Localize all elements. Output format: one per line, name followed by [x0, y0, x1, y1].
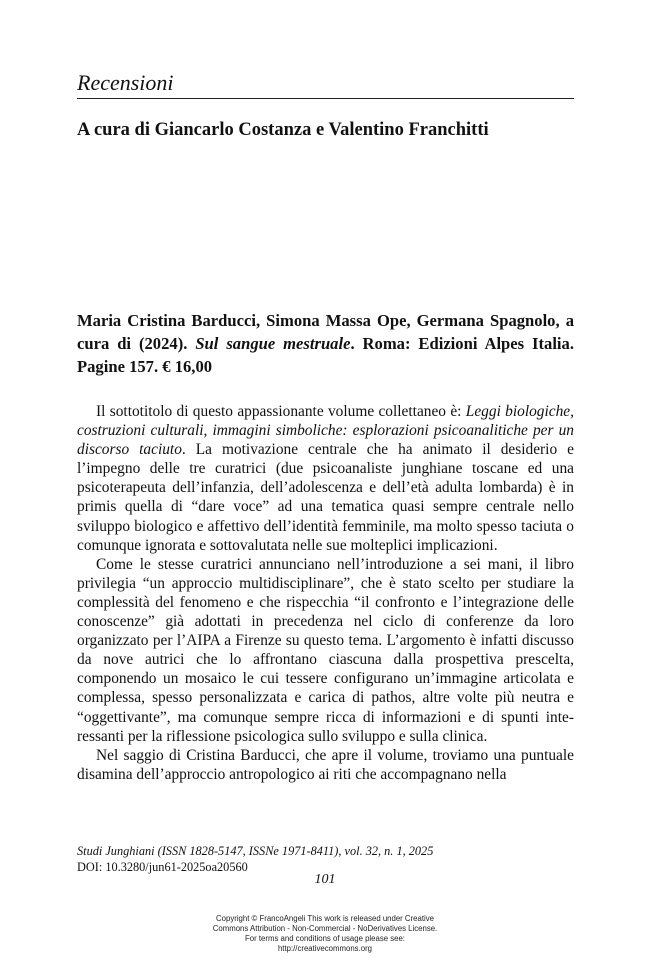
license-notice	[0, 914, 650, 954]
review-body	[77, 402, 574, 784]
license-line: For terms and conditions of usage please see:	[245, 934, 405, 943]
review-heading	[77, 309, 574, 378]
review-publisher: . Roma: Edizioni Alpes Italia. Pagine 157. € 16,00	[77, 334, 574, 376]
paragraph	[77, 402, 574, 555]
paragraph-intro: Il sottotitolo di questo appassionante volume collettaneo è:	[96, 403, 466, 420]
editors-heading: A cura di Giancarlo Costanza e Valentino Franchitti	[77, 120, 489, 140]
license-line: Copyright © FrancoAngeli This work is released under Creative	[216, 914, 434, 923]
journal-info	[77, 843, 574, 875]
section-divider	[77, 98, 574, 99]
page-number: 101	[314, 872, 336, 887]
book-subtitle: Leggi biologiche, costruzioni culturali, immagini simboliche: esplorazioni psicoanalitiche per un discorso taciuto	[77, 403, 574, 459]
paragraph: Nel saggio di Cristina Barducci, che apre il volume, troviamo una puntuale disamina dell’approccio antropologico ai riti che accompagnano nella	[77, 746, 574, 783]
paragraph: Come le stesse curatrici annunciano nell’introduzione a sei mani, il libro privilegia “un approccio multidisciplinare”, che è stato scelto per studiare la complessità del fenomeno e che rispecchia “il confronto e l’integrazione delle conoscenze” già adottati in precedenza nel ciclo di conferenze da loro organizzato per l’AIPA a Firenze su questo tema. L’argomento è infatti discusso da nove autrici che lo affrontano ciascuna dalla prospettiva prescelta, componendo un mosaico le cui tessere configurano un’immagine articolata e complessa, spesso personalizzata e carica di pathos, altre volte più neutra e “oggettivante”, ma comunque sempre ricca di informazioni e di spunti interessanti per la riflessione psicologica sullo sviluppo e sulla clinica.	[77, 555, 574, 745]
license-link[interactable]: http://creativecommons.org	[277, 944, 373, 953]
review-authors: Maria Cristina Barducci, Simona Massa Ope, Germana Spagnolo, a cura di (2024).	[77, 311, 574, 353]
review-book-title: Sul sangue mestruale	[195, 334, 351, 353]
license-line: Commons Attribution - Non-Commercial - NoDerivatives License.	[212, 924, 438, 933]
section-title: Recensioni	[77, 70, 174, 95]
paragraph-rest: . La motivazione centrale che ha animato il desiderio e l’impegno delle tre curatrici (due psicoanaliste junghiane toscane ed una psicoterapeuta dell’infanzia, dell’adolescenza e dell’età adulta lombarda) è in primis quella di “dare voce” ad una tematica quasi sempre centrale nello sviluppo biologico e affettivo dell’identità femminile, ma molto spesso taciuta o comunque ignorata e sottovalutata nelle sue molteplici implicazioni.	[77, 441, 574, 554]
doi-text: DOI: 10.3280/jun61-2025oa20560	[77, 860, 248, 874]
journal-citation: Studi Junghiani (ISSN 1828-5147, ISSNe 1971-8411), vol. 32, n. 1, 2025	[77, 844, 434, 858]
